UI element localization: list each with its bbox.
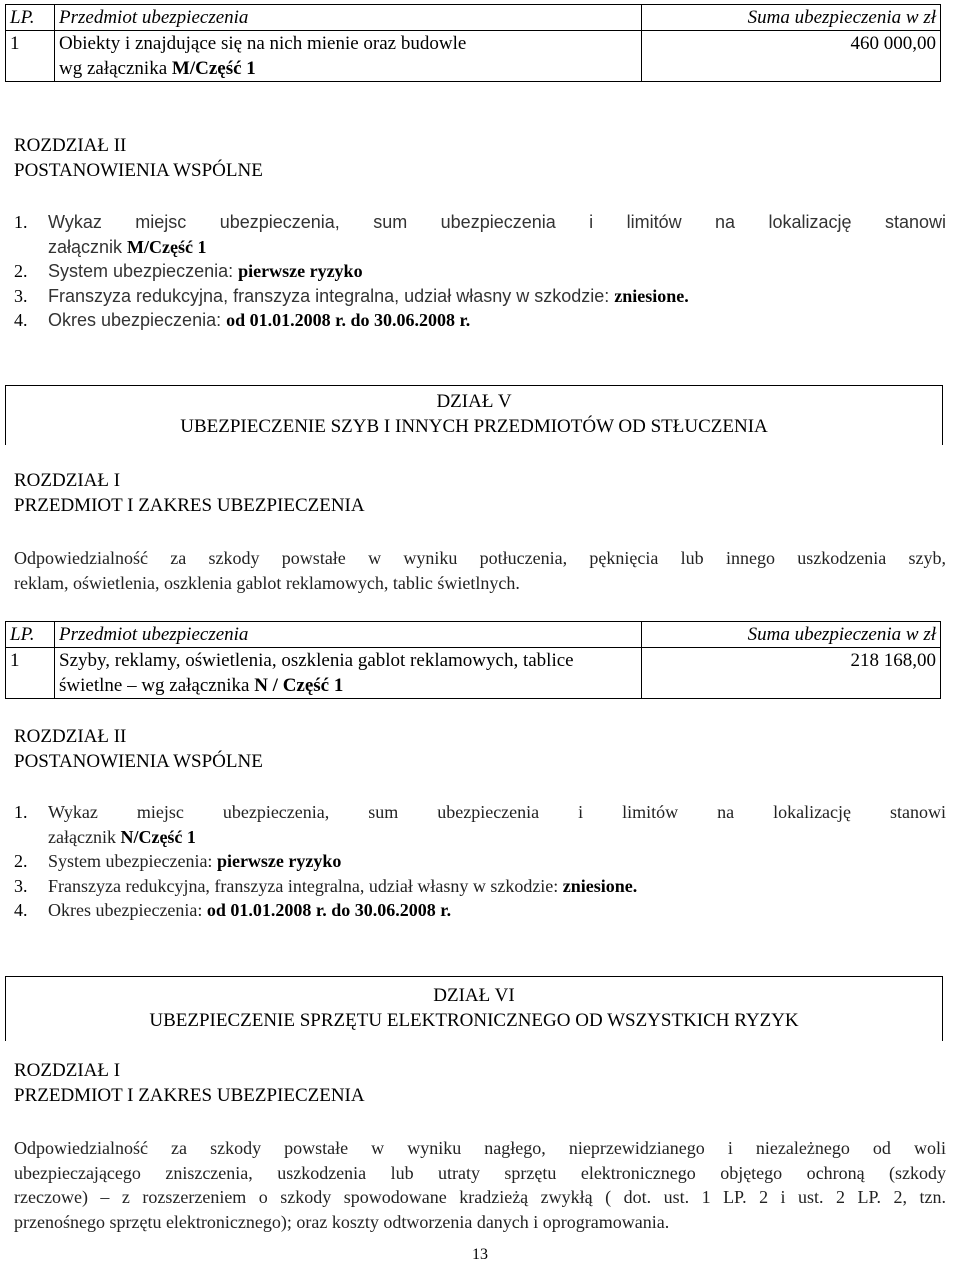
rozdzial-title: ROZDZIAŁ I — [14, 1060, 121, 1081]
list-item — [14, 849, 946, 874]
paragraph-line: rzeczowe) – z rozszerzeniem o szkody spowodowane kradzieżą zwykłą ( dot. ust. 1 LP. 2 i ust. 2 LP. 2, tzn. — [14, 1187, 946, 1207]
row-subject — [55, 31, 642, 82]
item-value: od 01.01.2008 r. do 30.06.2008 r. — [206, 900, 452, 920]
item-number: 2. — [14, 851, 28, 871]
paragraph-line: Odpowiedzialność za szkody powstałe w wyniku nagłego, nieprzewidzianego i niezależnego od woli — [14, 1138, 946, 1158]
insured-items-table-2 — [5, 621, 941, 699]
item-text: Franszyza redukcyjna, franszyza integralna, udział własny w szkodzie: — [48, 875, 563, 896]
item-text-line2: załącznik — [48, 826, 121, 847]
rozdzial-title: ROZDZIAŁ II — [14, 135, 127, 156]
item-text: Okres ubezpieczenia: — [48, 900, 207, 920]
col-amount-header: Suma ubezpieczenia w zł — [642, 5, 941, 31]
row-subject-attachment: N / Część 1 — [254, 675, 344, 696]
paragraph-line: reklam, oświetlenia, oszklenia gablot reklamowych, tablic świetlnych. — [14, 572, 520, 593]
row-subject-line2: świetlne – wg załącznika — [59, 675, 255, 696]
item-text-line1: Wykaz miejsc ubezpieczenia, sum ubezpieczenia i limitów na lokalizację stanowi — [48, 212, 946, 232]
list-item — [14, 259, 946, 284]
dzial-v-box — [5, 385, 943, 445]
item-value: pierwsze ryzyko — [216, 851, 342, 871]
item-number: 3. — [14, 285, 28, 306]
item-number: 2. — [14, 261, 28, 281]
rozdzial-subtitle: PRZEDMIOT I ZAKRES UBEZPIECZENIA — [14, 1085, 365, 1106]
col-lp-header: LP. — [6, 5, 55, 31]
dzial-v-title: DZIAŁ V — [436, 391, 512, 412]
row-subject — [55, 648, 642, 699]
rozdzial-title: ROZDZIAŁ I — [14, 470, 121, 491]
row-lp: 1 — [6, 31, 55, 82]
dzial-v-scope-paragraph — [14, 546, 946, 595]
item-number: 3. — [14, 875, 28, 896]
col-subject-header: Przedmiot ubezpieczenia — [55, 622, 642, 648]
insured-items-table-1 — [5, 4, 941, 82]
item-value: zniesione. — [562, 875, 638, 896]
row-subject-line1: Obiekty i znajdujące się na nich mienie oraz budowle — [59, 33, 467, 54]
dzial-vi-title: DZIAŁ VI — [433, 985, 515, 1006]
item-number: 1. — [14, 212, 28, 232]
item-text-line1: Wykaz miejsc ubezpieczenia, sum ubezpieczenia i limitów na lokalizację stanowi — [48, 802, 946, 822]
col-lp-header: LP. — [6, 622, 55, 648]
table-row — [6, 648, 941, 699]
row-subject-line2: wg załącznika — [59, 58, 172, 79]
col-subject-header: Przedmiot ubezpieczenia — [55, 5, 642, 31]
dzial-v-rozdzial-2 — [14, 724, 263, 774]
row-subject-line1: Szyby, reklamy, oświetlenia, oszklenia gablot reklamowych, tablice — [59, 650, 574, 671]
item-text: Franszyza redukcyjna, franszyza integralna, udział własny w szkodzie: — [48, 285, 615, 306]
row-amount: 218 168,00 — [642, 648, 941, 699]
rozdzial-title: ROZDZIAŁ II — [14, 726, 127, 747]
item-text: System ubezpieczenia: — [48, 261, 239, 281]
list-item — [14, 898, 946, 923]
dzial-v-rozdzial-1 — [14, 468, 365, 518]
list-item — [14, 874, 946, 899]
item-text: Okres ubezpieczenia: — [48, 310, 227, 330]
row-subject-attachment: M/Część 1 — [171, 58, 256, 79]
rozdzial-subtitle: POSTANOWIENIA WSPÓLNE — [14, 751, 263, 772]
row-amount: 460 000,00 — [642, 31, 941, 82]
item-text: System ubezpieczenia: — [48, 851, 217, 871]
section-heading — [14, 133, 263, 183]
item-value: zniesione. — [614, 285, 689, 306]
provisions-list-2 — [14, 800, 946, 923]
table-header-row — [6, 622, 941, 648]
item-attachment: M/Część 1 — [127, 236, 207, 257]
page-number: 13 — [472, 1246, 488, 1263]
item-text-line2: załącznik — [48, 236, 128, 257]
list-item — [14, 284, 946, 309]
item-number: 4. — [14, 310, 28, 330]
item-number: 4. — [14, 900, 28, 920]
rozdzial-subtitle: POSTANOWIENIA WSPÓLNE — [14, 160, 263, 181]
col-amount-header: Suma ubezpieczenia w zł — [642, 622, 941, 648]
dzial-vi-rozdzial-1 — [14, 1058, 365, 1108]
rozdzial-subtitle: PRZEDMIOT I ZAKRES UBEZPIECZENIA — [14, 495, 365, 516]
paragraph-line: Odpowiedzialność za szkody powstałe w wyniku potłuczenia, pęknięcia lub innego uszkodzenia szyb, — [14, 548, 946, 568]
paragraph-line: ubezpieczającego zniszczenia, uszkodzenia lub utraty sprzętu elektronicznego objętego ochroną (szkody — [14, 1162, 946, 1183]
dzial-v-subtitle: UBEZPIECZENIE SZYB I INNYCH PRZEDMIOTÓW OD STŁUCZENIA — [180, 416, 768, 437]
item-text — [48, 800, 946, 849]
list-item — [14, 800, 946, 849]
item-text — [48, 210, 946, 259]
list-item — [14, 308, 946, 333]
item-attachment: N/Część 1 — [120, 826, 196, 847]
dzial-vi-subtitle: UBEZPIECZENIE SPRZĘTU ELEKTRONICZNEGO OD WSZYSTKICH RYZYK — [149, 1010, 799, 1031]
item-value: od 01.01.2008 r. do 30.06.2008 r. — [226, 310, 471, 330]
list-item — [14, 210, 946, 259]
item-value: pierwsze ryzyko — [238, 261, 363, 281]
row-lp: 1 — [6, 648, 55, 699]
paragraph-line: przenośnego sprzętu elektronicznego); oraz koszty odtworzenia danych i oprogramowania. — [14, 1211, 670, 1232]
dzial-vi-box — [5, 976, 943, 1041]
item-number: 1. — [14, 802, 28, 822]
dzial-vi-scope-paragraph — [14, 1136, 946, 1234]
provisions-list-1 — [14, 210, 946, 333]
table-header-row — [6, 5, 941, 31]
table-row — [6, 31, 941, 82]
